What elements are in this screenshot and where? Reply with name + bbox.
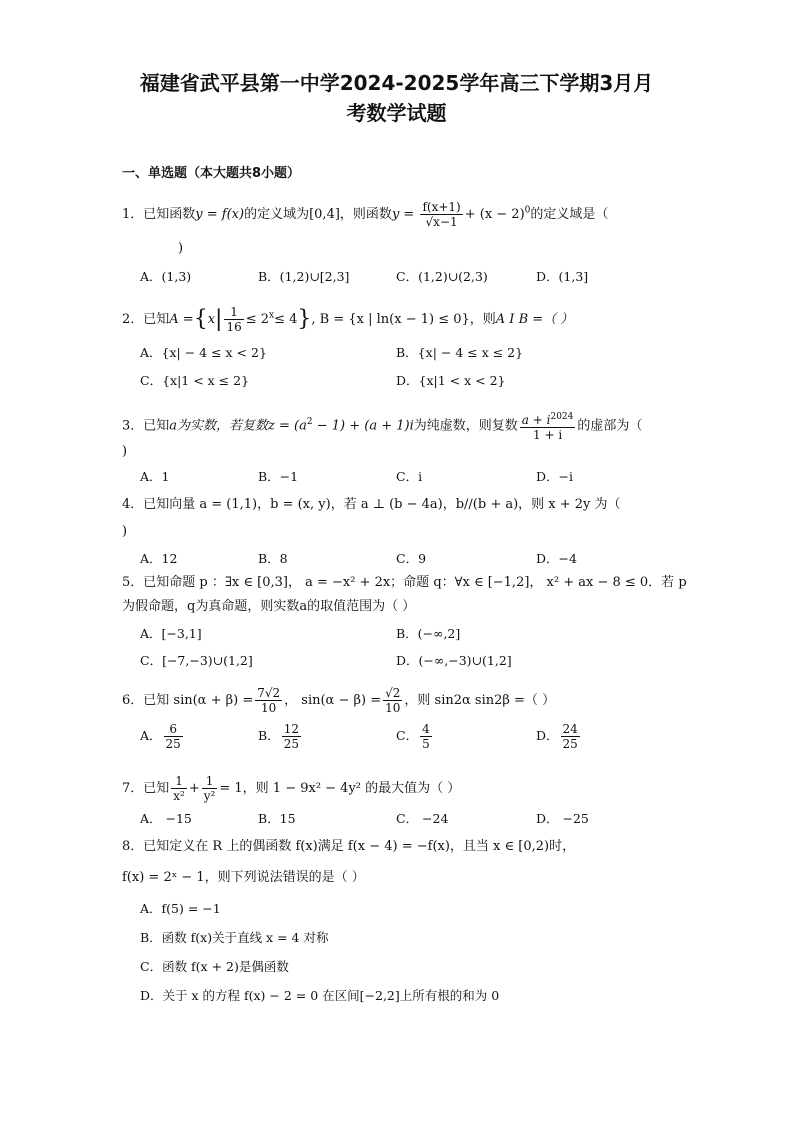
q7-option-c: C． −24	[396, 811, 449, 826]
q3-option-d: D．−i	[536, 469, 573, 484]
q7-plus: +	[188, 781, 200, 796]
q2-frac-den: 16	[226, 320, 242, 334]
q3-frac-den: 1 + i	[533, 428, 563, 442]
q1-option-a: A．(1,3)	[140, 269, 192, 284]
q8-option-c: C．函数 f(x + 2)是偶函数	[140, 959, 289, 974]
q8-option-b: B．函数 f(x)关于直线 x = 4 对称	[140, 930, 329, 945]
q4-option-b: B．8	[258, 551, 288, 566]
q6-option-c	[396, 722, 434, 751]
q6-b-label: B．	[258, 728, 280, 743]
q2-ineq2: ≤ 4	[274, 312, 298, 327]
q2-option-c: C．{x|1 < x ≤ 2}	[140, 373, 250, 388]
q6-option-d	[536, 722, 582, 751]
question-8-stem-2: f(x) = 2ˣ − 1，则下列说法错误的是（ ）	[122, 870, 365, 885]
q3-text-b: a为实数，若复数	[169, 418, 269, 434]
question-5-stem-1: 5．已知命题 p ：∃x ∈ [0,3]， a = −x² + 2x；命题 q：∀x ∈ [−1,2]， x² + ax − 8 ≤ 0．若 p	[122, 575, 687, 590]
q2-option-a: A．{x| − 4 ≤ x < 2}	[140, 345, 267, 360]
q1-text-c: 的定义域为	[244, 207, 310, 222]
question-4-stem: 4．已知向量 a = (1,1)，b = (x, y)，若 a ⊥ (b − 4a)，b//(b + a)，则 x + 2y 为（	[122, 497, 621, 512]
q1-frac-num: f(x+1)	[422, 200, 461, 214]
q1-frac-den: √x−1	[425, 215, 458, 229]
q6-fraction-1	[255, 686, 282, 715]
q2-question: A I B =（ ）	[495, 312, 574, 327]
question-1-close: )	[178, 241, 184, 256]
q2-option-b: B．{x| − 4 ≤ x ≤ 2}	[396, 345, 524, 360]
q6-c-frac	[420, 722, 432, 751]
q6-d-frac	[561, 722, 580, 751]
q6-b-den: 25	[283, 737, 299, 751]
question-4-close: )	[122, 524, 128, 539]
q6-a-num: 6	[164, 722, 183, 737]
q1-option-b: B．(1,2)∪[2,3]	[258, 269, 350, 284]
q2-frac-num: 1	[224, 305, 243, 320]
q4-option-d: D．−4	[536, 551, 577, 566]
q7-fraction-1	[171, 774, 187, 803]
q6-option-a	[140, 722, 185, 751]
q5-option-c: C．[−7,−3)∪(1,2]	[140, 653, 253, 668]
q6-text-b: ， sin(α − β) =	[284, 693, 382, 708]
q5-option-b: B．(−∞,2]	[396, 626, 461, 641]
question-8-stem-1: 8．已知定义在 R 上的偶函数 f(x)满足 f(x − 4) = −f(x)，且当 x ∈ [0,2)时，	[122, 839, 576, 854]
q2-option-d: D．{x|1 < x < 2}	[396, 373, 506, 388]
q7-fraction-2	[202, 774, 218, 803]
q1-option-d: D．(1,3]	[536, 269, 589, 284]
q2-fraction	[224, 305, 243, 334]
q1-interval: [0,4]	[309, 207, 340, 222]
q1-option-c: C．(1,2)∪(2,3)	[396, 269, 488, 284]
q3-option-b: B．−1	[258, 469, 299, 484]
question-3-stem: 3．已知a为实数，若复数$z = (a^2 - 1) + (a + 1)i$为纯虚数，则复数 $\frac{a + i^{2024}}{1 + i}$ 的虚部为（	[122, 412, 643, 442]
question-3-close: )	[122, 444, 128, 459]
q2-exp: x	[269, 310, 275, 321]
q8-option-a: A．f(5) = −1	[140, 901, 221, 916]
q1-text-e: ，则函数	[339, 207, 392, 222]
q6-option-b	[258, 722, 303, 751]
q7-option-a: A． −15	[140, 811, 192, 826]
q1-text-a: 1．已知函数	[122, 207, 196, 222]
q3-expr-z: z = (a	[268, 418, 307, 434]
q2-set-a: A =	[169, 312, 194, 327]
q8-option-d: D．关于 x 的方程 f(x) − 2 = 0 在区间[−2,2]上所有根的和为 0	[140, 988, 500, 1003]
q7-option-b: B．15	[258, 811, 296, 826]
q1-exp: 0	[524, 205, 531, 216]
q7-frac1-num: 1	[171, 774, 187, 789]
q2-ineq: ≤ 2	[245, 312, 270, 327]
q7-option-d: D． −25	[536, 811, 589, 826]
q6-d-label: D．	[536, 728, 559, 743]
q7-frac2-den: y²	[203, 789, 216, 803]
q3-expr-z2: − 1) + (a + 1)i	[312, 418, 414, 434]
q6-text-c: ，则 sin2α sin2β =（ ）	[404, 693, 556, 708]
question-5-stem-2: 为假命题，q为真命题，则实数a的取值范围为（ ）	[122, 599, 416, 614]
q1-text-h: 的定义域是（	[530, 207, 609, 222]
q7-text-b: = 1，则 1 − 9x² − 4y² 的最大值为（ ）	[219, 781, 461, 796]
q6-b-frac	[282, 722, 301, 751]
q2-text-a: 2．已知	[122, 312, 170, 327]
q6-d-den: 25	[562, 737, 578, 751]
q4-option-c: C．9	[396, 551, 427, 566]
q3-frac-num-wrap	[520, 410, 576, 428]
q1-expr-y: y = f(x)	[195, 207, 245, 222]
q6-a-den: 25	[165, 737, 181, 751]
q6-frac2-den: 10	[385, 701, 401, 715]
q6-a-frac	[164, 722, 183, 751]
q3-option-a: A．1	[140, 469, 170, 484]
q6-a-label: A．	[140, 728, 162, 743]
question-1-stem	[122, 200, 608, 229]
page-title-line2: 考数学试题	[346, 101, 447, 125]
q6-b-num: 12	[283, 722, 299, 736]
q1-expr-y2: y =	[391, 207, 415, 222]
q2-set-b: , B = {x | ln(x − 1) ≤ 0}，则	[311, 312, 496, 327]
q3-option-c: C．i	[396, 469, 423, 484]
q3-text-f: 的虚部为（	[577, 418, 643, 434]
question-6-stem	[122, 686, 555, 715]
q7-frac2-num: 1	[202, 774, 218, 789]
q1-expr-power: + (x − 2)	[464, 207, 525, 222]
q4-option-a: A．12	[140, 551, 178, 566]
q6-c-num: 4	[422, 722, 430, 736]
q3-frac-num: a + i	[521, 413, 551, 427]
q6-d-num: 24	[562, 722, 578, 736]
q6-frac2-num: √2	[385, 686, 401, 700]
q6-frac1-num: 7√2	[257, 686, 281, 700]
q3-fraction	[520, 410, 576, 442]
q6-fraction-2	[383, 686, 402, 715]
q3-text-a: 3．已知	[122, 418, 170, 434]
q7-frac1-den: x²	[173, 789, 185, 803]
q6-c-label: C．	[396, 728, 419, 743]
section-heading: 一、单选题（本大题共8小题）	[122, 166, 301, 181]
q3-text-e: 为纯虚数，则复数	[413, 418, 518, 434]
q5-option-d: D．(−∞,−3)∪(1,2]	[396, 653, 512, 668]
q6-text-a: 6．已知 sin(α + β) =	[122, 693, 254, 708]
q7-text-a: 7．已知	[122, 781, 170, 796]
q6-frac1-den: 10	[261, 701, 277, 715]
q3-frac-exp: 2024	[550, 412, 574, 422]
q6-c-den: 5	[422, 737, 430, 751]
q5-option-a: A．[−3,1]	[140, 626, 202, 641]
question-7-stem	[122, 774, 460, 803]
question-2-stem: 2．已知A ={x| $\frac{1}{16}$ ≤ $2^x\le 4$}, B = {x | ln(x − 1) ≤ 0}，则A I B =（ ）	[122, 305, 574, 334]
page-title-line1: 福建省武平县第一中学2024-2025学年高三下学期3月月	[139, 71, 654, 95]
q1-fraction	[420, 200, 462, 229]
